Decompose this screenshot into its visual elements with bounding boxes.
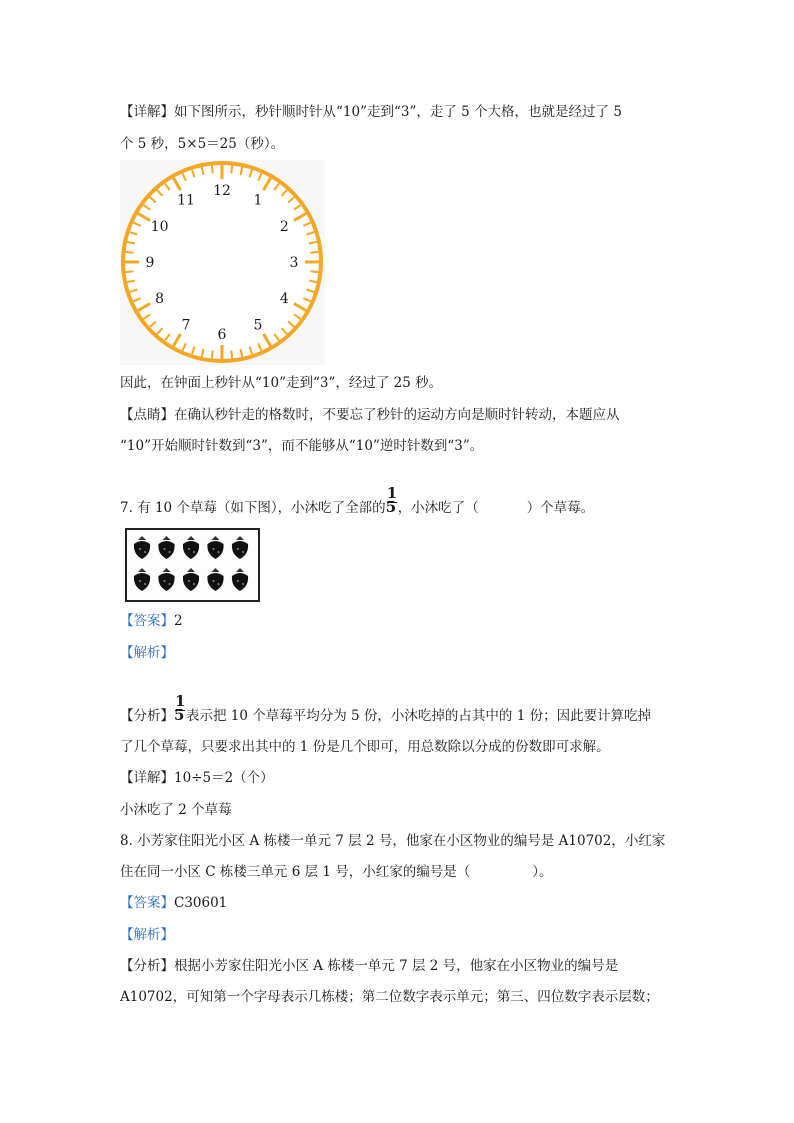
q7-fenxi-text-1: 表示把 10 个草莓平均分为 5 份，小沐吃掉的占其中的 1 份；因此要计算吃掉 (186, 708, 652, 724)
clock-number: 2 (279, 219, 289, 235)
q7-part2: ，小沐吃了（ (397, 500, 479, 516)
q7-fenxi-tag: 【分析】 (120, 708, 174, 724)
strawberries-image (125, 528, 260, 602)
detail-text-1: 如下图所示，秒针顺时针从“10”走到“3”，走了 5 个大格，也就是经过了 5 (174, 104, 622, 120)
clock-minor-tick (311, 252, 319, 253)
clock-number: 10 (150, 219, 169, 235)
fraction-numerator-2: 1 (175, 692, 186, 710)
q8-fenxi-line-2 (120, 987, 659, 1007)
dianjing-tag: 【点睛】 (120, 407, 174, 423)
clock-minor-tick (311, 271, 319, 272)
fraction-denominator-2: 5 (174, 706, 185, 724)
q7-analysis-tag: 【解析】 (120, 645, 174, 661)
q7-fenxi-text-2: 了几个草莓，只要求出其中的 1 份是几个即可，用总数除以分成的份数即可求解。 (120, 739, 610, 755)
detail-paragraph-line-2 (120, 134, 284, 154)
fraction-numerator: 1 (386, 484, 398, 502)
clock-minor-tick (212, 351, 213, 359)
clock-minor-tick (126, 271, 134, 272)
q7-answer: 2 (174, 613, 183, 629)
q8-answer: C30601 (174, 895, 228, 911)
dianjing-line-2 (120, 436, 483, 456)
fraction-one-fifth (385, 484, 398, 518)
q8-analysis-line (120, 925, 174, 945)
q8-answer-tag: 【答案】 (120, 895, 174, 911)
detail-tag: 【详解】 (120, 104, 174, 120)
q7-question-line (120, 484, 595, 518)
q8-text-2b: ）。 (532, 864, 553, 880)
detail-text-2: 个 5 秒，5×5＝25（秒）。 (120, 136, 285, 152)
q8-fenxi-tag: 【分析】 (120, 958, 174, 974)
q7-answer-tag: 【答案】 (120, 613, 174, 629)
q7-part3: ）个草莓。 (526, 500, 595, 516)
clock-number: 7 (181, 317, 191, 334)
clock-number: 8 (155, 291, 165, 307)
clock-number: 12 (213, 183, 231, 199)
q8-text-1: 8. 小芳家住阳光小区 A 栋楼一单元 7 层 2 号，他家在小区物业的编号是 A10702，小红家 (120, 833, 666, 849)
clock-minor-tick (212, 166, 213, 174)
clock-minor-tick (231, 351, 232, 359)
dianjing-text-2: “10”开始顺时针数到“3”，而不能够从“10”逆时针数到“3”。 (120, 438, 484, 454)
q8-text-2a: 住在同一小区 C 栋楼三单元 6 层 1 号，小红家的编号是（ (120, 864, 471, 880)
detail-paragraph-line-1 (120, 102, 622, 122)
q7-fenxi-line-2 (120, 737, 610, 757)
q7-conclusion-line (120, 800, 232, 820)
clock-minor-tick (126, 252, 134, 253)
q7-xiangjie-line (120, 768, 274, 788)
conclusion-text: 因此，在钟面上秒针从“10”走到“3”，经过了 25 秒。 (120, 375, 443, 391)
dianjing-line-1 (120, 405, 620, 425)
clock-face (120, 160, 325, 365)
q7-part1: 7. 有 10 个草莓（如下图），小沐吃了全部的 (120, 500, 386, 516)
q7-fenxi-line-1 (120, 692, 652, 726)
clock-number: 1 (253, 192, 263, 209)
q8-question-line-1 (120, 831, 665, 851)
clock-number: 5 (253, 317, 263, 334)
q7-xiangjie-text: 10÷5＝2（个） (174, 770, 274, 786)
fraction-denominator: 5 (385, 498, 397, 516)
q7-conclusion-text: 小沐吃了 2 个草莓 (120, 802, 232, 818)
q8-question-line-2 (120, 862, 553, 882)
clock-number: 9 (145, 255, 155, 271)
q7-analysis-line (120, 643, 174, 663)
clock-number: 3 (289, 255, 299, 271)
q8-answer-line (120, 893, 227, 913)
clock-number: 11 (177, 192, 195, 209)
q8-fenxi-line-1 (120, 956, 618, 976)
q8-fenxi-text-2: A10702，可知第一个字母表示几栋楼；第二位数字表示单元；第三、四位数字表示层数； (120, 989, 659, 1005)
q8-analysis-tag: 【解析】 (120, 927, 174, 943)
clock-number: 4 (279, 291, 289, 307)
dianjing-text-1: 在确认秒针走的格数时，不要忘了秒针的运动方向是顺时针转动，本题应从 (174, 407, 620, 423)
q7-answer-line (120, 611, 183, 631)
conclusion-line (120, 373, 442, 393)
clock-number: 6 (217, 327, 227, 343)
q7-xiangjie-tag: 【详解】 (120, 770, 174, 786)
clock-minor-tick (231, 166, 232, 174)
q8-fenxi-text-1: 根据小芳家住阳光小区 A 栋楼一单元 7 层 2 号，他家在小区物业的编号是 (174, 958, 619, 974)
fraction-one-fifth-2 (174, 692, 186, 726)
